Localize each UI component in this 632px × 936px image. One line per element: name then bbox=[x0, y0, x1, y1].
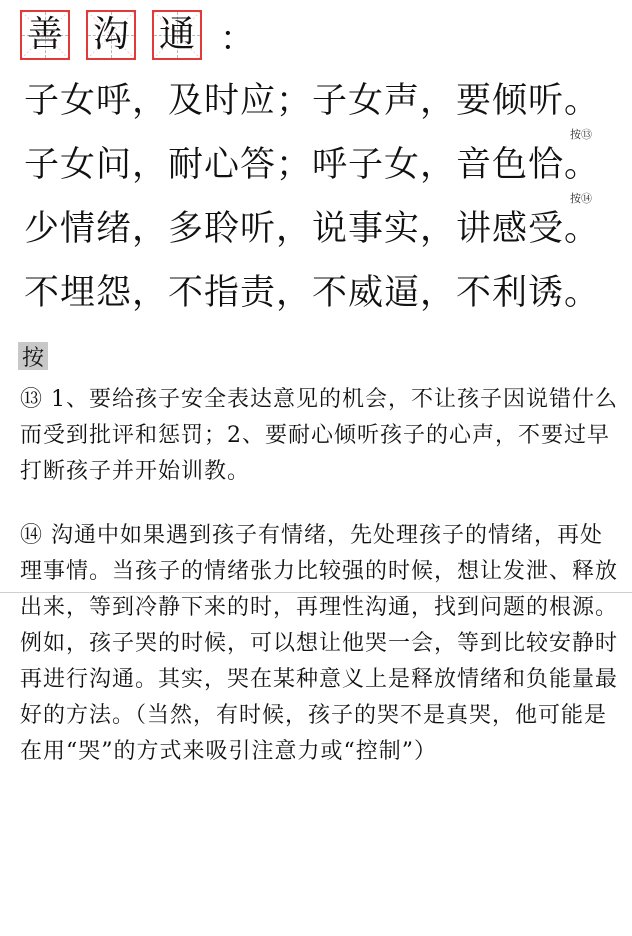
verse-line: 子女呼，及时应；子女声，要倾听。 bbox=[24, 81, 601, 121]
divider bbox=[0, 592, 632, 593]
tian-grid-box bbox=[20, 10, 70, 60]
tian-grid-box bbox=[152, 10, 202, 60]
annotation-mark: 按⑭ bbox=[570, 192, 592, 205]
tian-grid-box bbox=[86, 10, 136, 60]
title-char: 沟 bbox=[92, 14, 129, 55]
note-paragraph: ⑬ 1、要给孩子安全表达意见的机会，不让孩子因说错什么而受到批评和惩罚；2、要耐心倾听孩子的心声，不要过早打断孩子并开始训教。 bbox=[20, 387, 618, 484]
title-char: 善 bbox=[26, 14, 63, 55]
title-row bbox=[20, 10, 254, 60]
verse-line: 子女问，耐心答；呼子女，音色恰。 bbox=[24, 145, 601, 185]
annotation-mark: 按⑬ bbox=[570, 128, 592, 141]
title-char: 通 bbox=[158, 14, 195, 55]
verse-line: 不埋怨，不指责，不威逼，不利诱。 bbox=[24, 273, 601, 313]
notes-label: 按 bbox=[18, 342, 48, 370]
note-paragraph: ⑭ 沟通中如果遇到孩子有情绪，先处理孩子的情绪，再处理事情。当孩子的情绪张力比较强的时候，想让发泄、释放出来，等到冷静下来的时，再理性沟通，找到问题的根源。例如，孩子哭的时候，可以想让他哭一会，等到比较安静时再进行沟通。其实，哭在某种意义上是释放情绪和负能量最好的方法。（当然，有时候，孩子的哭不是真哭，他可能是在用“哭”的方式来吸引注意力或“控制”） bbox=[20, 523, 619, 764]
title-colon: ： bbox=[220, 18, 254, 59]
verse-line: 少情绪，多聆听，说事实，讲感受。 bbox=[24, 209, 601, 249]
